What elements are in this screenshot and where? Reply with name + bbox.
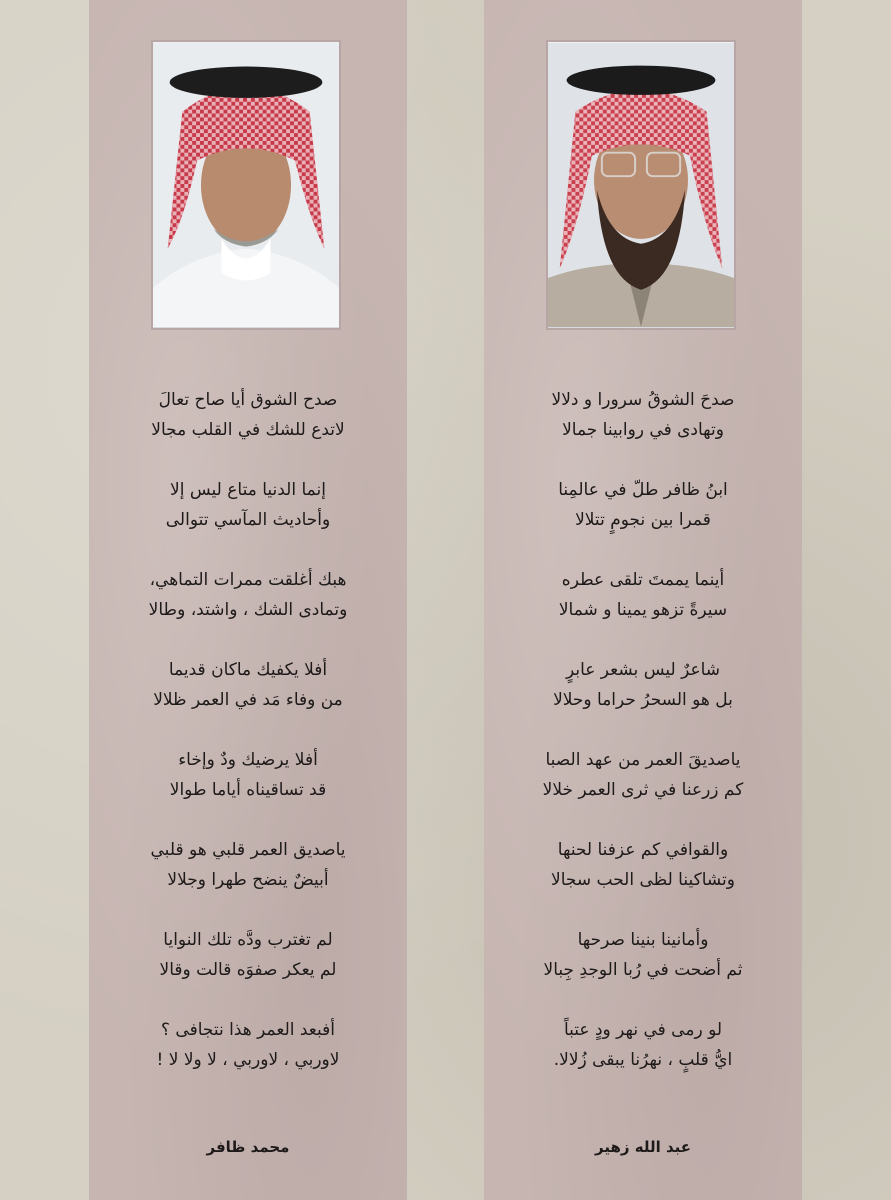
stanza — [484, 565, 802, 625]
poem-line: لو رمى في نهر ودٍ عتباً — [563, 1020, 723, 1040]
poet-portrait-left-image — [153, 42, 339, 328]
poem-line: صدحَ الشوقُ سرورا و دلالا — [551, 390, 735, 410]
poem-line: ثم أضحت في رُبا الوجدِ جِبالا — [543, 960, 743, 980]
poem-line: لاوربي ، لاوربي ، لا ولا لا ! — [156, 1050, 340, 1070]
poet-portrait-right-image — [548, 42, 734, 328]
poem-line: لاتدع للشك في القلب مجالا — [151, 420, 345, 440]
stanza — [484, 475, 802, 535]
poem-line: وأحاديث المآسي تتوالى — [165, 510, 331, 530]
stanza — [484, 385, 802, 445]
poet-portrait-left — [151, 40, 341, 330]
poem-line: من وفاء مَد في العمر ظلالا — [153, 690, 343, 710]
poem-line: أفبعد العمر هذا نتجافى ؟ — [161, 1020, 335, 1040]
poem-line: ياصديقَ العمر من عهد الصبا — [545, 750, 741, 770]
poem-left — [89, 385, 407, 1105]
poem-line: سيرةً تزهو يمينا و شمالا — [558, 600, 728, 620]
stanza — [484, 1015, 802, 1075]
poem-line: قمرا بين نجومٍ تتلالا — [575, 510, 711, 530]
stanza — [89, 835, 407, 895]
poem-line: أفلا يكفيك ماكان قديما — [168, 660, 328, 680]
poem-line: ايُّ قلبٍ ، نهرُنا يبقى زُلالا. — [553, 1050, 733, 1070]
poet-portrait-right — [546, 40, 736, 330]
stanza — [89, 745, 407, 805]
stanza — [89, 475, 407, 535]
stanza — [484, 835, 802, 895]
poem-line: كم زرعنا في ثرى العمر خلالا — [542, 780, 744, 800]
poem-line: وتهادى في روابينا جمالا — [562, 420, 724, 440]
poem-line: شاعرٌ ليس بشعر عابرٍ — [565, 660, 721, 680]
poem-line: أفلا يرضيك ودٌ وإخاء — [178, 750, 318, 770]
stanza — [89, 565, 407, 625]
poem-line: وأمانينا بنينا صرحها — [577, 930, 709, 950]
stanza — [89, 925, 407, 985]
poem-line: وتشاكينا لظى الحب سجالا — [551, 870, 735, 890]
stanza — [89, 1015, 407, 1075]
poet-name-right: عبد الله زهير — [595, 1138, 691, 1156]
poem-line: هبك أغلقت ممرات التماهي، — [149, 570, 347, 590]
poem-line: والقوافي كم عزفنا لحنها — [557, 840, 729, 860]
poem-line: إنما الدنيا متاع ليس إلا — [170, 480, 326, 500]
left-poem-column — [89, 0, 407, 1200]
stanza — [484, 925, 802, 985]
poem-line: لم يعكر صفوَه قالت وقالا — [159, 960, 337, 980]
right-poem-column — [484, 0, 802, 1200]
stanza — [484, 655, 802, 715]
poem-line: أينما يممتَ تلقى عطره — [561, 570, 725, 590]
poem-right — [484, 385, 802, 1105]
poem-line: ياصديق العمر قلبي هو قلبي — [150, 840, 346, 860]
poem-line: وتمادى الشك ، واشتد، وطالا — [148, 600, 348, 620]
poem-line: قد تساقيناه أياما طوالا — [169, 780, 327, 800]
stanza — [484, 745, 802, 805]
poem-line: صدح الشوق أيا صاح تعالَ — [158, 390, 338, 410]
poem-line: ابنُ ظافر طلّ في عالمِنا — [558, 480, 728, 500]
stanza — [89, 655, 407, 715]
poem-line: لم تغترب ودَّه تلك النوايا — [163, 930, 333, 950]
poet-name-left: محمد ظافر — [206, 1138, 290, 1156]
poem-line: بل هو السحرُ حراما وحلالا — [553, 690, 733, 710]
poem-line: أبيضٌ ينضح طهرا وجلالا — [167, 870, 329, 890]
stanza — [89, 385, 407, 445]
